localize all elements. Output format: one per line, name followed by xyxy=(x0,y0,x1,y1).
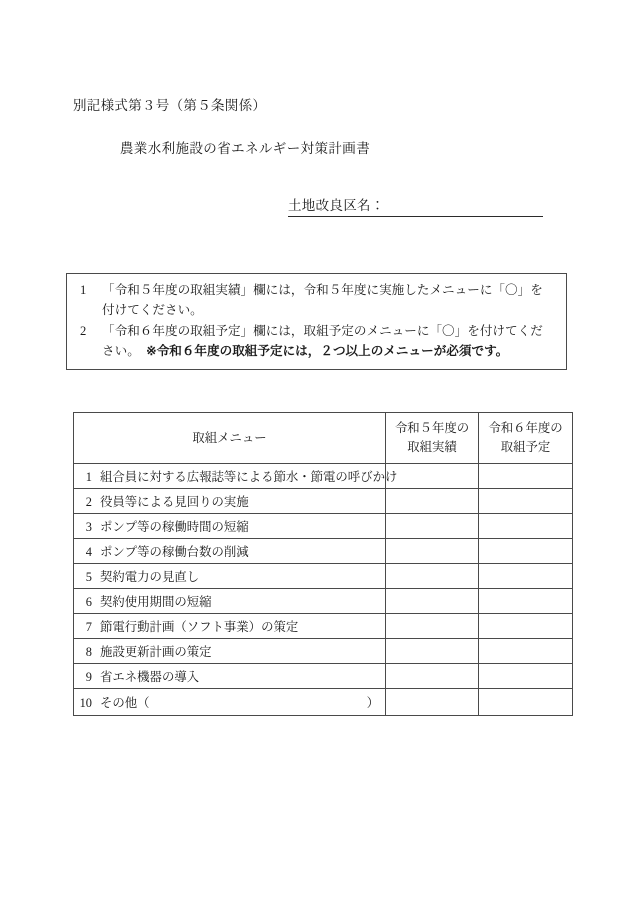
year5-check-cell[interactable] xyxy=(386,564,479,589)
header-year5-line2: 取組実績 xyxy=(407,440,457,454)
header-menu: 取組メニュー xyxy=(74,413,386,464)
measure-text: 節電行動計画（ソフト事業）の策定 xyxy=(100,620,299,634)
instruction-line-2b-plain: さい。 xyxy=(102,344,147,359)
form-number: 別記様式第３号（第５条関係） xyxy=(73,98,267,113)
table-row xyxy=(74,589,573,614)
year6-check-cell[interactable] xyxy=(479,539,573,564)
year6-check-cell[interactable] xyxy=(479,689,573,716)
year6-check-cell[interactable] xyxy=(479,639,573,664)
header-year5 xyxy=(386,413,479,464)
year6-check-cell[interactable] xyxy=(479,564,573,589)
measure-text: 役員等による見回りの実施 xyxy=(100,495,249,509)
header-year6 xyxy=(479,413,573,464)
instruction-line-1b: 付けてください。 xyxy=(102,303,203,318)
measure-label-cell xyxy=(74,514,386,539)
measure-number: 2 xyxy=(85,495,92,509)
measure-text: その他（ xyxy=(100,696,150,710)
table-header-row xyxy=(74,413,573,464)
instruction-number-2: 2 xyxy=(80,323,87,338)
measure-number: 1 xyxy=(85,470,92,484)
header-year6-line1: 令和６年度の xyxy=(488,421,563,436)
instruction-item-2 xyxy=(76,321,557,362)
measure-text: 組合員に対する広報誌等による節水・節電の呼びかけ xyxy=(100,470,398,484)
measure-number: 9 xyxy=(85,670,92,684)
year6-check-cell[interactable] xyxy=(479,589,573,614)
year5-check-cell[interactable] xyxy=(386,589,479,614)
year6-check-cell[interactable] xyxy=(479,614,573,639)
table-row xyxy=(74,564,573,589)
measure-number: 10 xyxy=(79,696,92,710)
measure-label-cell-other[interactable] xyxy=(74,689,386,716)
measure-text: 契約電力の見直し xyxy=(100,570,200,584)
year5-check-cell[interactable] xyxy=(386,614,479,639)
instruction-line-2b xyxy=(102,341,557,361)
year6-check-cell[interactable] xyxy=(479,514,573,539)
measure-label-cell xyxy=(74,614,386,639)
table-row xyxy=(74,639,573,664)
table-row xyxy=(74,614,573,639)
table-row xyxy=(74,689,573,716)
measure-text: 省エネ機器の導入 xyxy=(100,670,200,684)
table-row xyxy=(74,464,573,489)
instruction-text-1 xyxy=(102,280,557,321)
table-row xyxy=(74,539,573,564)
table-row xyxy=(74,489,573,514)
header-year5-line1: 令和５年度の xyxy=(394,421,470,436)
table-row xyxy=(74,514,573,539)
district-name-label: 土地改良区名： xyxy=(288,194,385,217)
table-row xyxy=(74,664,573,689)
district-name-field xyxy=(288,194,543,217)
measure-text-close: ） xyxy=(366,696,379,710)
measure-number: 3 xyxy=(85,520,92,534)
year5-check-cell[interactable] xyxy=(386,514,479,539)
measure-number: 5 xyxy=(85,570,92,584)
instruction-number-1: 1 xyxy=(80,283,87,297)
instruction-item-1 xyxy=(76,280,557,321)
instruction-note-emphasis: ※令和６年度の取組予定には，２つ以上のメニューが必須です。 xyxy=(146,344,509,359)
measures-table xyxy=(73,412,573,716)
year5-check-cell[interactable] xyxy=(386,489,479,514)
measure-label-cell xyxy=(74,639,386,664)
year6-check-cell[interactable] xyxy=(479,464,573,489)
measure-text: ポンプ等の稼働時間の短縮 xyxy=(100,520,249,534)
year5-check-cell[interactable] xyxy=(386,664,479,689)
measure-text: 契約使用期間の短縮 xyxy=(100,595,212,609)
measure-label-cell xyxy=(74,539,386,564)
year5-check-cell[interactable] xyxy=(386,639,479,664)
header-year6-line2: 取組予定 xyxy=(500,440,551,454)
year6-check-cell[interactable] xyxy=(479,664,573,689)
year5-check-cell[interactable] xyxy=(386,539,479,564)
measure-text: ポンプ等の稼働台数の削減 xyxy=(100,545,249,559)
measure-number: 4 xyxy=(85,545,92,559)
measure-label-cell xyxy=(74,589,386,614)
measure-label-cell xyxy=(74,664,386,689)
instruction-text-2 xyxy=(102,321,557,362)
district-name-input[interactable] xyxy=(385,199,543,217)
year5-check-cell[interactable] xyxy=(386,689,479,716)
instructions-box xyxy=(66,273,567,370)
measure-label-cell xyxy=(74,464,398,489)
measure-number: 6 xyxy=(85,595,92,609)
measure-label-cell xyxy=(74,564,386,589)
year6-check-cell[interactable] xyxy=(479,489,573,514)
document-title: 農業水利施設の省エネルギー対策計画書 xyxy=(119,141,371,156)
measure-number: 7 xyxy=(85,620,92,634)
instruction-line-2a: 「令和６年度の取組予定」欄には，取組予定のメニューに「〇」を付けてくだ xyxy=(102,323,543,338)
year5-check-cell[interactable] xyxy=(386,464,479,489)
measure-label-cell xyxy=(74,489,386,514)
measure-number: 8 xyxy=(85,645,92,659)
measure-text: 施設更新計画の策定 xyxy=(100,645,212,659)
instruction-line-1a: 「令和５年度の取組実績」欄には，令和５年度に実施したメニューに「〇」を xyxy=(102,283,543,297)
